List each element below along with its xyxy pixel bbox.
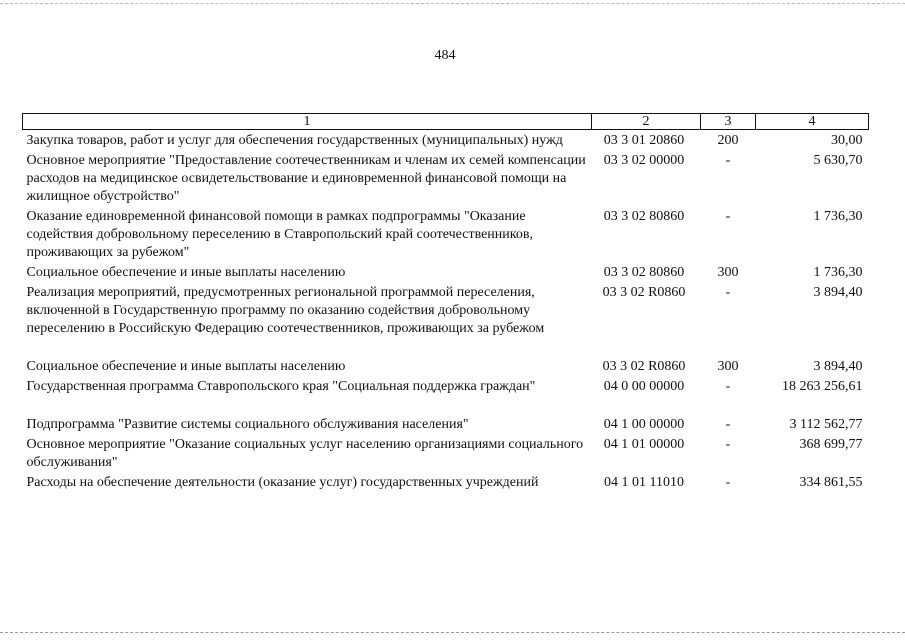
row-name: Подпрограмма "Развитие системы социального обслуживания населения" <box>26 417 469 432</box>
row-code: 04 1 01 11010 <box>604 475 684 490</box>
row-code: 04 1 00 00000 <box>603 417 685 432</box>
row-amount: 368 699,77 <box>799 437 863 452</box>
row-amount: 3 112 562,77 <box>789 417 863 432</box>
row-amount: 3 894,40 <box>813 285 863 300</box>
row-name: Социальное обеспечение и иные выплаты населению <box>26 359 346 374</box>
row-name: Основное мероприятие "Оказание социальных услуг населению организациями социального обслуживания" <box>26 437 584 470</box>
row-name: Социальное обеспечение и иные выплаты населению <box>26 265 346 280</box>
row-code: 04 0 00 00000 <box>603 379 685 394</box>
table-row <box>23 282 869 356</box>
page-number: 484 <box>434 48 456 63</box>
table-row <box>23 130 869 151</box>
row-expense-type: - <box>725 285 731 300</box>
row-expense-type: 300 <box>717 265 739 280</box>
row-expense-type: 200 <box>717 133 739 148</box>
row-name: Государственная программа Ставропольского края "Социальная поддержка граждан" <box>26 379 536 394</box>
table-row <box>23 262 869 282</box>
row-code: 03 3 02 R0860 <box>602 359 686 374</box>
row-name: Оказание единовременной финансовой помощи в рамках подпрограммы "Оказание содействия добровольному переселению в Ставропольский край соотечественников, проживающих за рубежом" <box>26 209 533 260</box>
row-code: 03 3 02 80860 <box>603 265 685 280</box>
column-header-type: 3 <box>701 114 756 130</box>
row-amount: 1 736,30 <box>813 209 863 224</box>
row-name: Основное мероприятие "Предоставление соотечественникам и членам их семей компенсации расходов на медицинское освидетельствование и единовременной финансовой помощи на жилищное обустройство" <box>26 153 586 204</box>
column-header-code: 2 <box>592 114 701 130</box>
row-code: 03 3 02 80860 <box>603 209 685 224</box>
table-row <box>23 472 869 492</box>
row-name: Закупка товаров, работ и услуг для обеспечения государственных (муниципальных) нужд <box>26 133 563 148</box>
table-row <box>23 376 869 414</box>
table-row <box>23 414 869 434</box>
table-row <box>23 206 869 262</box>
row-expense-type: - <box>725 475 731 490</box>
row-expense-type: 300 <box>717 359 739 374</box>
column-header-amount: 4 <box>756 114 869 130</box>
scan-edge-top <box>0 3 905 4</box>
row-amount: 3 894,40 <box>813 359 863 374</box>
table-header-row <box>23 114 869 130</box>
row-expense-type: - <box>725 437 731 452</box>
row-code: 03 3 02 00000 <box>603 153 685 168</box>
row-amount: 334 861,55 <box>799 475 863 490</box>
row-name: Реализация мероприятий, предусмотренных региональной программой переселения, включенной в Государственную программу по оказанию содействия добровольному переселению в Российскую Федерацию соотечественников, проживающих за рубежом <box>26 285 545 336</box>
row-amount: 1 736,30 <box>813 265 863 280</box>
table-row <box>23 356 869 376</box>
row-expense-type: - <box>725 417 731 432</box>
budget-table <box>22 113 869 492</box>
row-expense-type: - <box>725 153 731 168</box>
row-code: 04 1 01 00000 <box>603 437 685 452</box>
row-expense-type: - <box>725 209 731 224</box>
row-code: 03 3 01 20860 <box>603 133 685 148</box>
row-amount: 30,00 <box>831 133 863 148</box>
row-name: Расходы на обеспечение деятельности (оказание услуг) государственных учреждений <box>26 475 539 490</box>
row-amount: 18 263 256,61 <box>782 379 863 394</box>
scan-edge-bottom <box>0 632 905 633</box>
table-row <box>23 434 869 472</box>
row-code: 03 3 02 R0860 <box>602 285 686 300</box>
row-amount: 5 630,70 <box>813 153 863 168</box>
column-header-name: 1 <box>23 114 592 130</box>
table-row <box>23 150 869 206</box>
row-expense-type: - <box>725 379 731 394</box>
